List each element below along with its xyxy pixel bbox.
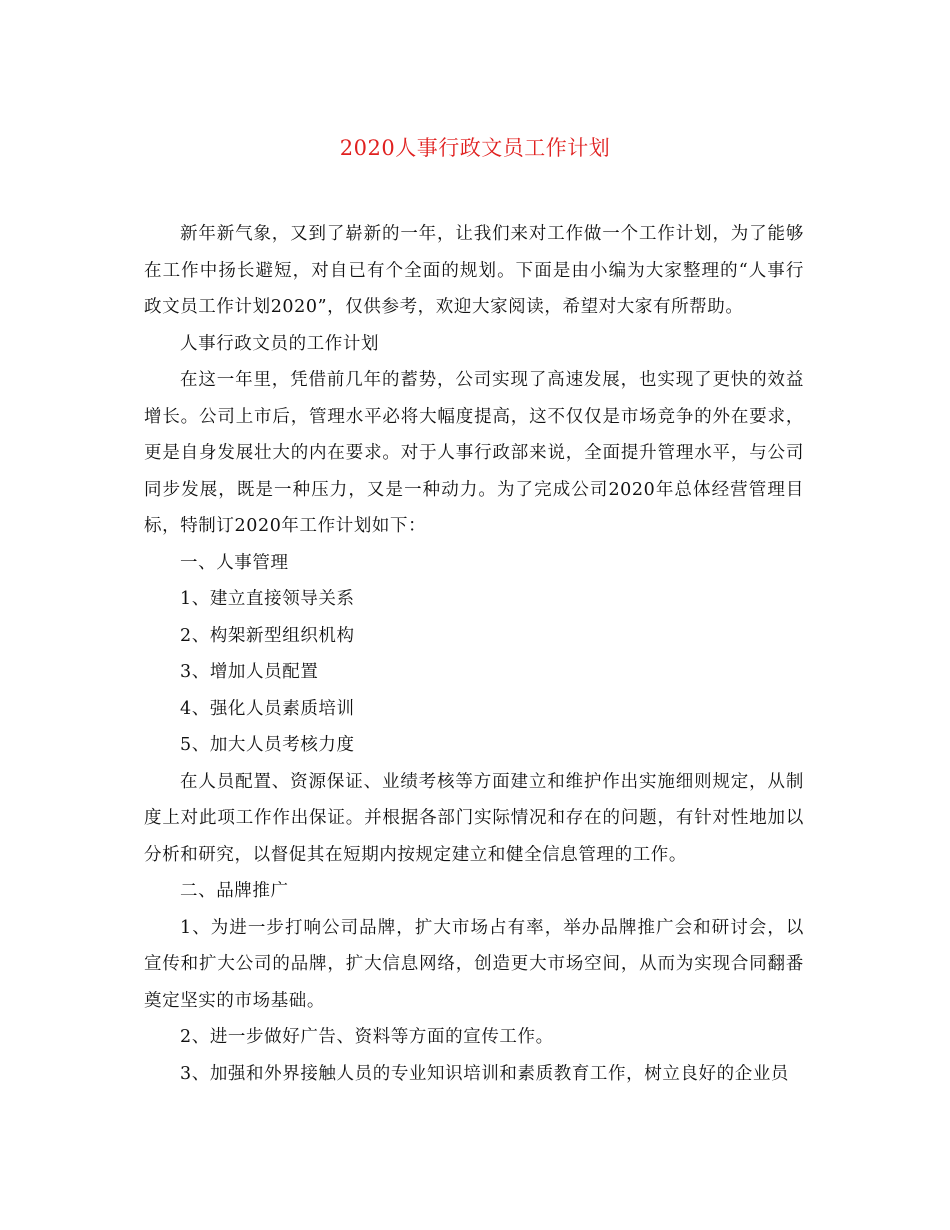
list-item: 4、强化人员素质培训 <box>180 698 355 719</box>
list-item: 1、为进一步打响公司品牌，扩大市场占有率，举办品牌推广会和研讨会，以宣传和扩大公司的品牌，扩大信息网络，创造更大市场空间，从而为实现合同翻番奠定坚实的市场基础。 <box>144 917 804 1011</box>
document-body <box>144 216 804 1092</box>
list-item: 2、构架新型组织机构 <box>180 625 355 646</box>
intro-paragraph: 新年新气象，又到了崭新的一年，让我们来对工作做一个工作计划，为了能够在工作中扬长避短，对自已有个全面的规划。下面是由小编为大家整理的“人事行政文员工作计划2020”，仅供参考，欢迎大家阅读，希望对大家有所帮助。 <box>144 224 804 317</box>
list-item: 5、加大人员考核力度 <box>180 735 355 755</box>
section-heading-plan: 人事行政文员的工作计划 <box>180 333 380 354</box>
list-item: 3、加强和外界接触人员的专业知识培训和素质教育工作，树立良好的企业员 <box>180 1063 790 1084</box>
document-title: 2020人事行政文员工作计划 <box>339 136 611 160</box>
list-item: 2、进一步做好广告、资料等方面的宣传工作。 <box>180 1027 554 1047</box>
list-item: 1、建立直接领导关系 <box>180 589 355 609</box>
overview-paragraph: 在这一年里，凭借前几年的蓄势，公司实现了高速发展，也实现了更快的效益增长。公司上市后，管理水平必将大幅度提高，这不仅仅是市场竞争的外在要求，更是自身发展壮大的内在要求。对于人事行政部来说，全面提升管理水平，与公司同步发展，既是一种压力，又是一种动力。为了完成公司2020年总体经营管理目标，特制订2020年工作计划如下： <box>144 370 804 536</box>
section-heading-brand: 二、品牌推广 <box>180 881 289 901</box>
section-heading-hr: 一、人事管理 <box>180 552 289 573</box>
hr-detail-paragraph: 在人员配置、资源保证、业绩考核等方面建立和维护作出实施细则规定，从制度上对此项工作作出保证。并根据各部门实际情况和存在的问题，有针对性地加以分析和研究，以督促其在短期内按规定建立和健全信息管理的工作。 <box>144 771 804 865</box>
list-item: 3、增加人员配置 <box>180 662 319 682</box>
